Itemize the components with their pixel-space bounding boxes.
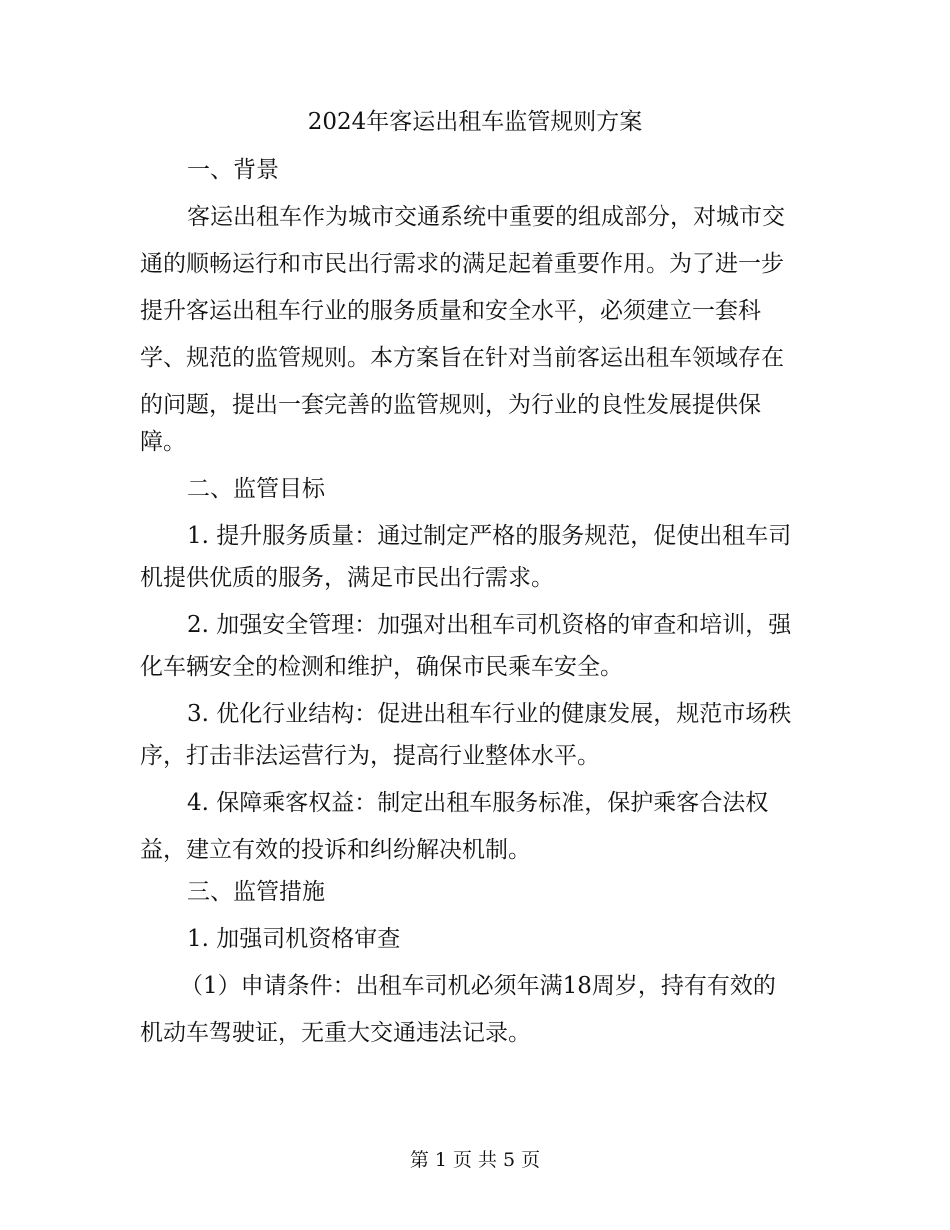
paragraph-line: 的问题，提出一套完善的监管规则，为行业的良性发展提供保 bbox=[140, 392, 761, 418]
list-item-line: 4. 保障乘客权益：制定出租车服务标准，保护乘客合法权 bbox=[187, 790, 769, 816]
paragraph-line: 障。 bbox=[140, 429, 186, 455]
section-heading-measures: 三、监管措施 bbox=[187, 879, 325, 905]
section-heading-goals: 二、监管目标 bbox=[187, 476, 325, 502]
list-item-line: 1. 提升服务质量：通过制定严格的服务规范，促使出租车司 bbox=[187, 523, 792, 549]
paragraph-line: （1）申请条件：出租车司机必须年满18周岁，持有有效的 bbox=[180, 973, 776, 999]
paragraph-line: 机动车驾驶证，无重大交通违法记录。 bbox=[140, 1020, 531, 1046]
list-item-line: 化车辆安全的检测和维护，确保市民乘车安全。 bbox=[140, 654, 623, 680]
list-item-line: 3. 优化行业结构：促进出租车行业的健康发展，规范市场秩 bbox=[187, 701, 792, 727]
subsection-heading: 1. 加强司机资格审查 bbox=[187, 926, 401, 952]
page-number-footer: 第 1 页 共 5 页 bbox=[409, 1149, 541, 1171]
list-item-line: 序，打击非法运营行为，提高行业整体水平。 bbox=[140, 743, 600, 769]
list-item-line: 益，建立有效的投诉和纠纷解决机制。 bbox=[140, 837, 531, 863]
document-title: 2024年客运出租车监管规则方案 bbox=[307, 109, 643, 135]
paragraph-line: 提升客运出租车行业的服务质量和安全水平，必须建立一套科 bbox=[140, 298, 761, 324]
paragraph-line: 客运出租车作为城市交通系统中重要的组成部分，对城市交 bbox=[187, 204, 785, 230]
section-heading-background: 一、背景 bbox=[187, 157, 279, 183]
paragraph-line: 通的顺畅运行和市民出行需求的满足起着重要作用。为了进一步 bbox=[140, 251, 784, 277]
list-item-line: 2. 加强安全管理：加强对出租车司机资格的审查和培训，强 bbox=[187, 612, 792, 638]
list-item-line: 机提供优质的服务，满足市民出行需求。 bbox=[140, 565, 554, 591]
paragraph-line: 学、规范的监管规则。本方案旨在针对当前客运出租车领域存在 bbox=[140, 345, 784, 371]
